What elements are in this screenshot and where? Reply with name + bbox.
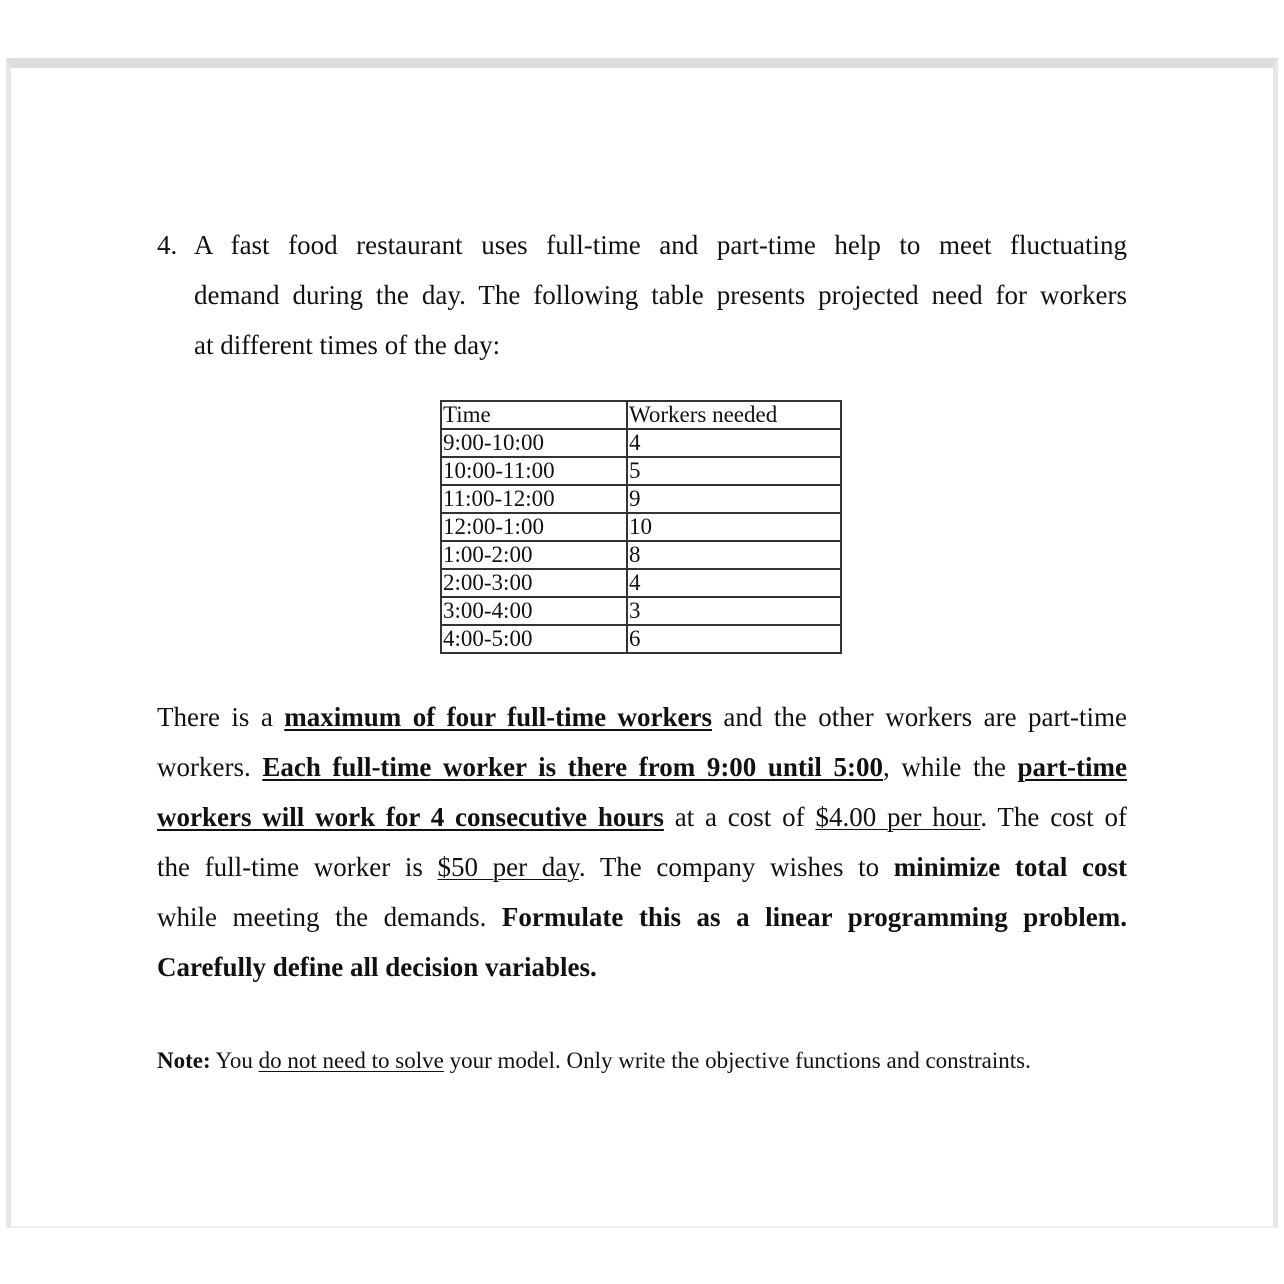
table-cell-time: 4:00-5:00 (441, 625, 627, 653)
table-cell-time: 9:00-10:00 (441, 429, 627, 457)
question-text (157, 220, 1127, 370)
workers-table (440, 400, 842, 654)
question-line-1: 4. A fast food restaurant uses full-time and part-time help to meet fluctuating (157, 220, 1127, 270)
paragraph-line-5: while meeting the demands. Formulate this as a linear programming problem. (157, 902, 1128, 932)
table-cell-time: 10:00-11:00 (441, 457, 627, 485)
paragraph-line-1: There is a maximum of four full-time workers and the other workers are part-time (157, 702, 1127, 732)
emphasis-define-variables: Carefully define all decision variables. (157, 952, 597, 982)
emphasis-minimize-cost: minimize total cost (893, 852, 1127, 882)
question-line-3: at different times of the day: (194, 330, 501, 360)
table-cell-workers: 3 (627, 597, 841, 625)
table-row (441, 625, 841, 653)
emphasis-consecutive-hours: workers will work for 4 consecutive hours (157, 802, 664, 832)
table-cell-time: 11:00-12:00 (441, 485, 627, 513)
table-cell-time: 3:00-4:00 (441, 597, 627, 625)
table-cell-workers: 6 (627, 625, 841, 653)
note-label: Note: (157, 1048, 211, 1073)
table-cell-workers: 9 (627, 485, 841, 513)
paragraph-line-3: workers will work for 4 consecutive hours at a cost of $4.00 per hour. The cost of (157, 802, 1127, 832)
table-row (441, 513, 841, 541)
paragraph-line-6 (157, 942, 1127, 992)
table-cell-workers: 5 (627, 457, 841, 485)
table-cell-time: 1:00-2:00 (441, 541, 627, 569)
table-row (441, 541, 841, 569)
table-cell-time: 2:00-3:00 (441, 569, 627, 597)
paragraph-line-4: the full-time worker is $50 per day. The company wishes to minimize total cost (157, 852, 1127, 882)
note-emphasis: do not need to solve (258, 1048, 444, 1073)
table-row (441, 569, 841, 597)
emphasis-part-time: part-time (1017, 752, 1127, 782)
table-header-cell: Time (441, 401, 627, 429)
table-header-row (441, 401, 841, 429)
emphasis-formulate: Formulate this as a linear programming problem. (501, 902, 1128, 932)
table-row (441, 429, 841, 457)
table-cell-time: 12:00-1:00 (441, 513, 627, 541)
table-cell-workers: 10 (627, 513, 841, 541)
emphasis-max-full-time: maximum of four full-time workers (284, 702, 712, 732)
table-header-cell: Workers needed (627, 401, 841, 429)
problem-paragraph (157, 692, 1127, 992)
full-time-cost: $50 per day (437, 852, 579, 882)
note-text: Note: You do not need to solve your model. Only write the objective functions and constraints. (157, 1048, 1031, 1073)
question-line-2: demand during the day. The following table presents projected need for workers (194, 280, 1127, 310)
table-row (441, 597, 841, 625)
paragraph-line-2: workers. Each full-time worker is there from 9:00 until 5:00, while the part-time (157, 752, 1127, 782)
table-cell-workers: 8 (627, 541, 841, 569)
table-cell-workers: 4 (627, 569, 841, 597)
table-cell-workers: 4 (627, 429, 841, 457)
table-row (441, 457, 841, 485)
part-time-cost: $4.00 per hour (815, 802, 981, 832)
question-number: 4. (157, 230, 178, 260)
emphasis-full-time-hours: Each full-time worker is there from 9:00 until 5:00 (262, 752, 884, 782)
table-row (441, 485, 841, 513)
